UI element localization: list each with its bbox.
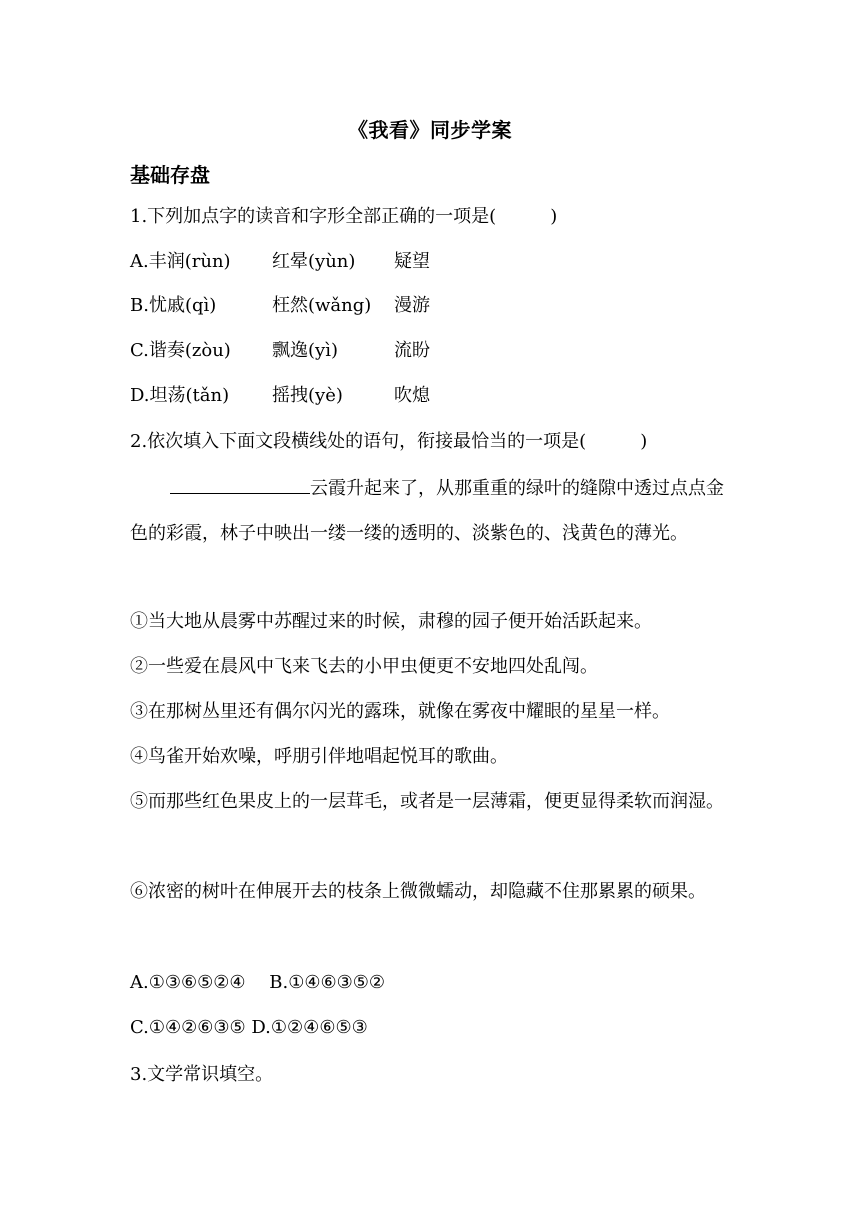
question-1-option-c: [130, 338, 430, 364]
option-a-word-3: 疑望: [394, 251, 430, 272]
question-2-stem: 2.依次填入下面文段横线处的语句，衔接最恰当的一项是( ): [130, 431, 648, 452]
section-heading: 基础存盘: [130, 163, 210, 187]
sentence-item-4: ④鸟雀开始欢噪，呼朋引伴地唱起悦耳的歌曲。: [130, 746, 508, 767]
option-d-word-1: D.坦荡(tǎn): [130, 385, 230, 406]
option-c-word-2: 飘逸(yì): [272, 340, 338, 361]
question-3-stem: 3.文学常识填空。: [130, 1064, 274, 1085]
option-d-word-2: 摇拽(yè): [272, 385, 343, 406]
question-2-passage: [130, 466, 730, 556]
question-2-answers-row-2: C.①④②⑥③⑤ D.①②④⑥⑤③: [130, 1017, 368, 1038]
option-b-word-1: B.忧戚(qì): [130, 295, 217, 316]
sentence-item-5: ⑤而那些红色果皮上的一层茸毛，或者是一层薄霜，便更显得柔软而润湿。: [130, 791, 724, 812]
sentence-item-6: ⑥浓密的树叶在伸展开去的枝条上微微蠕动，却隐藏不住那累累的硕果。: [130, 881, 706, 902]
fill-blank-line: [170, 475, 310, 494]
question-1-option-a: [130, 249, 430, 275]
option-d-word-3: 吹熄: [394, 385, 430, 406]
option-b-word-2: 枉然(wǎng): [272, 295, 372, 316]
passage-text: 云霞升起来了，从那重重的绿叶的缝隙中透过点点金色的彩霞，林子中映出一缕一缕的透明的、淡紫色的、浅黄色的薄光。: [130, 478, 724, 544]
question-2-answers-row-1: A.①③⑥⑤②④ B.①④⑥③⑤②: [130, 972, 386, 993]
option-c-word-3: 流盼: [394, 340, 430, 361]
sentence-item-3: ③在那树丛里还有偶尔闪光的露珠，就像在雾夜中耀眼的星星一样。: [130, 701, 670, 722]
question-1-option-d: [130, 383, 430, 409]
option-a-word-2: 红晕(yùn): [272, 251, 356, 272]
document-title: 《我看》同步学案: [348, 118, 512, 142]
sentence-item-1: ①当大地从晨雾中苏醒过来的时候，肃穆的园子便开始活跃起来。: [130, 611, 652, 632]
question-1-stem: 1.下列加点字的读音和字形全部正确的一项是( ): [130, 206, 558, 227]
sentence-item-2: ②一些爱在晨风中飞来飞去的小甲虫便更不安地四处乱闯。: [130, 656, 598, 677]
option-c-word-1: C.谐奏(zòu): [130, 340, 231, 361]
option-a-word-1: A.丰润(rùn): [130, 251, 231, 272]
question-1-option-b: [130, 293, 430, 319]
option-b-word-3: 漫游: [394, 295, 430, 316]
